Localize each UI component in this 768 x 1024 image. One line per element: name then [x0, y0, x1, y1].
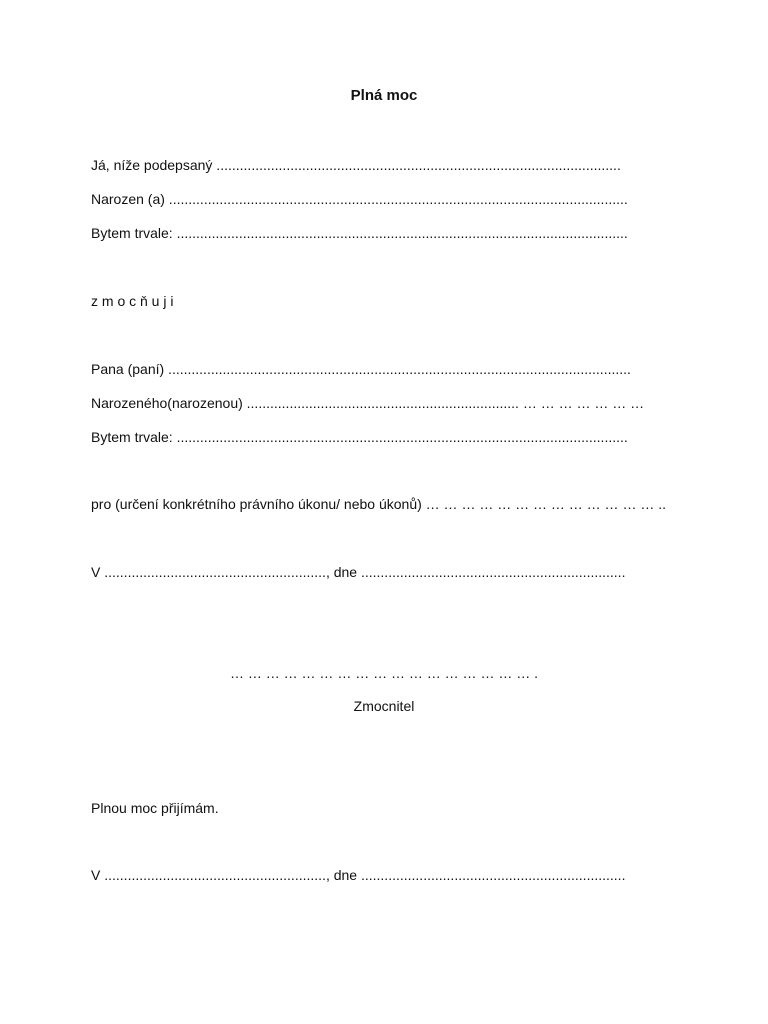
place-date-line-1: V ........................................................., dne ....................................................................: [91, 564, 626, 580]
acceptance-text: Plnou moc přijímám.: [91, 800, 219, 816]
principal-name-line: Já, níže podepsaný ........................................................................................................: [91, 157, 621, 173]
agent-born-line: Narozeného(narozenou) ...................................................................... … … … … … … …: [91, 395, 645, 411]
place-date-line-2: V ........................................................., dne ....................................................................: [91, 867, 626, 883]
purpose-line: pro (určení konkrétního právního úkonu/ nebo úkonů) … … … … … … … … … … … … … ..: [91, 496, 667, 512]
document-title: Plná moc: [350, 87, 418, 104]
agent-name-line: Pana (paní) .......................................................................................................................: [91, 361, 631, 377]
signature-label: Zmocnitel: [353, 698, 415, 714]
principal-residence-line: Bytem trvale: ....................................................................................................................: [91, 225, 628, 241]
agent-residence-line: Bytem trvale: ....................................................................................................................: [91, 429, 628, 445]
principal-born-line: Narozen (a) ......................................................................................................................: [91, 191, 628, 207]
signature-line: … … … … … … … … … … … … … … … … … .: [229, 665, 538, 681]
authorizes-text: z m o c ň u j i: [91, 293, 174, 309]
